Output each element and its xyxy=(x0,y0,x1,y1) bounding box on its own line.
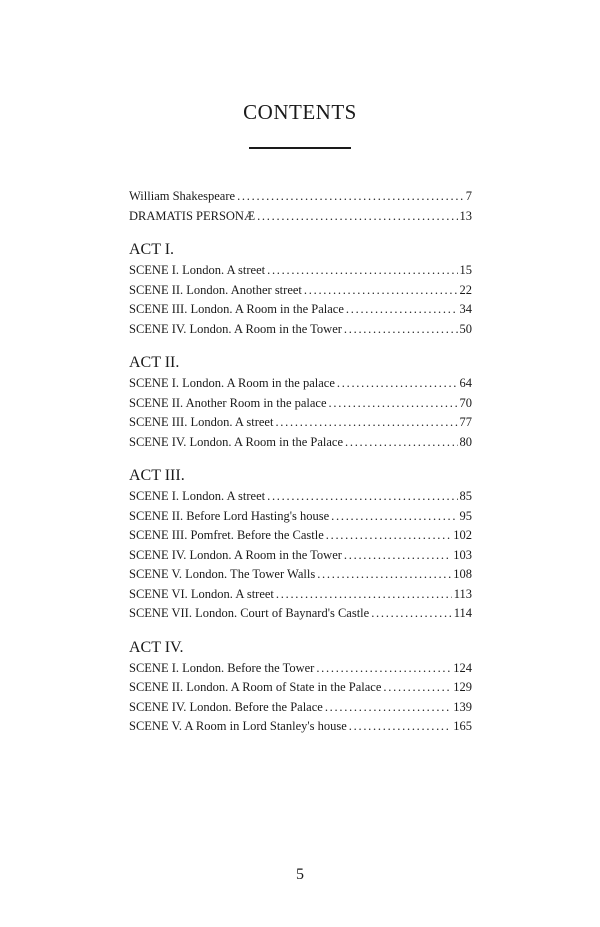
toc-leader-dots xyxy=(267,489,457,504)
act-3-section xyxy=(129,467,472,626)
toc-entry-page: 50 xyxy=(459,321,472,336)
front-matter-section xyxy=(129,189,472,228)
toc-entry-page: 114 xyxy=(453,606,472,620)
toc-entry-label: SCENE IV. London. A Room in the Tower xyxy=(129,547,342,562)
toc-entry-label: DRAMATIS PERSONÆ xyxy=(129,208,256,223)
toc-entry-label: SCENE V. A Room in Lord Stanley's house xyxy=(129,719,347,733)
toc-entry-scene[interactable] xyxy=(129,302,472,322)
page-number: 5 xyxy=(296,866,304,883)
toc-entry-page: 124 xyxy=(453,660,472,675)
toc-leader-dots xyxy=(337,376,458,391)
toc-entry-scene[interactable] xyxy=(129,680,472,700)
toc-entry-label: SCENE II. Before Lord Hasting's house xyxy=(129,508,330,523)
toc-entry-scene[interactable] xyxy=(129,587,472,607)
toc-entry-scene[interactable] xyxy=(129,376,472,396)
toc-entry-page: 7 xyxy=(465,189,472,203)
toc-entry-scene[interactable] xyxy=(129,700,472,720)
toc-leader-dots xyxy=(344,322,458,337)
toc-leader-dots xyxy=(331,509,457,524)
toc-entry-label: SCENE III. London. A street xyxy=(129,415,274,429)
toc-entry-page: 22 xyxy=(459,282,472,297)
toc-entry-scene[interactable] xyxy=(129,606,472,626)
act-heading: ACT I. xyxy=(129,241,175,258)
toc-entry-label: William Shakespeare xyxy=(129,189,236,203)
toc-leader-dots xyxy=(276,587,452,602)
toc-entry-label: SCENE I. London. Before the Tower xyxy=(129,660,315,675)
toc-entry-label: SCENE IV. London. Before the Palace xyxy=(129,699,323,714)
toc-leader-dots xyxy=(304,283,458,298)
toc-entry-scene[interactable] xyxy=(129,435,472,455)
toc-entry-page: 70 xyxy=(459,395,472,410)
toc-leader-dots xyxy=(325,700,451,715)
toc-entry-page: 64 xyxy=(459,376,472,390)
toc-entry-scene[interactable] xyxy=(129,489,472,509)
toc-entry-page: 77 xyxy=(459,415,472,429)
toc-entry-scene[interactable] xyxy=(129,415,472,435)
toc-leader-dots xyxy=(316,661,451,676)
toc-entry-page: 165 xyxy=(453,719,472,733)
toc-entry-scene[interactable] xyxy=(129,509,472,529)
table-of-contents xyxy=(129,189,472,739)
toc-leader-dots xyxy=(349,719,451,734)
toc-entry-scene[interactable] xyxy=(129,283,472,303)
toc-entry-label: SCENE III. London. A Room in the Palace xyxy=(129,302,344,316)
toc-leader-dots xyxy=(257,209,457,224)
toc-entry-label: SCENE VI. London. A street xyxy=(129,586,274,601)
toc-entry-page: 80 xyxy=(459,434,472,449)
act-heading: ACT IV. xyxy=(129,638,184,656)
toc-entry-page: 13 xyxy=(459,208,472,223)
toc-leader-dots xyxy=(267,263,457,278)
toc-leader-dots xyxy=(346,302,458,317)
toc-entry-label: SCENE I. London. A street xyxy=(129,489,266,503)
toc-leader-dots xyxy=(326,528,452,543)
act-2-section xyxy=(129,354,472,454)
toc-leader-dots xyxy=(383,680,451,695)
act-4-section xyxy=(129,639,472,739)
toc-entry-label: SCENE I. London. A Room in the palace xyxy=(129,376,335,390)
act-heading: ACT III. xyxy=(129,467,185,484)
toc-entry-scene[interactable] xyxy=(129,396,472,416)
toc-entry-page: 15 xyxy=(459,263,472,277)
toc-leader-dots xyxy=(275,415,457,430)
toc-leader-dots xyxy=(237,189,464,204)
toc-entry-scene[interactable] xyxy=(129,528,472,548)
toc-entry-label: SCENE IV. London. A Room in the Palace xyxy=(129,434,343,449)
toc-entry-page: 102 xyxy=(453,528,472,542)
toc-entry-scene[interactable] xyxy=(129,567,472,587)
toc-entry-label: SCENE IV. London. A Room in the Tower xyxy=(129,321,342,336)
title-divider xyxy=(249,147,351,149)
toc-entry-label: SCENE V. London. The Tower Walls xyxy=(129,567,316,581)
toc-leader-dots xyxy=(317,567,451,582)
toc-leader-dots xyxy=(345,435,458,450)
toc-entry-page: 129 xyxy=(453,680,472,694)
toc-entry-page: 139 xyxy=(453,699,472,714)
toc-leader-dots xyxy=(329,396,458,411)
act-1-section xyxy=(129,241,472,341)
toc-entry-dramatis-personae[interactable] xyxy=(129,209,472,229)
toc-entry-scene[interactable] xyxy=(129,661,472,681)
toc-entry-scene[interactable] xyxy=(129,719,472,739)
toc-entry-page: 108 xyxy=(453,567,472,581)
toc-entry-label: SCENE II. London. Another street xyxy=(129,282,302,297)
toc-entry-label: SCENE VII. London. Court of Baynard's Castle xyxy=(129,606,370,620)
toc-leader-dots xyxy=(371,606,452,621)
page-title: CONTENTS xyxy=(243,100,357,124)
toc-entry-page: 95 xyxy=(459,508,472,523)
toc-entry-scene[interactable] xyxy=(129,263,472,283)
toc-entry-label: SCENE I. London. A street xyxy=(129,263,266,277)
toc-entry-scene[interactable] xyxy=(129,548,472,568)
toc-entry-page: 85 xyxy=(459,489,472,503)
toc-leader-dots xyxy=(344,548,451,563)
toc-entry-label: SCENE III. Pomfret. Before the Castle xyxy=(129,528,324,542)
toc-entry-page: 103 xyxy=(453,547,472,562)
toc-entry-william-shakespeare[interactable] xyxy=(129,189,472,209)
toc-entry-label: SCENE II. London. A Room of State in the Palace xyxy=(129,680,382,694)
toc-entry-page: 113 xyxy=(453,586,472,601)
toc-entry-page: 34 xyxy=(459,302,472,316)
toc-entry-label: SCENE II. Another Room in the palace xyxy=(129,395,327,410)
act-heading: ACT II. xyxy=(129,354,180,371)
toc-entry-scene[interactable] xyxy=(129,322,472,342)
